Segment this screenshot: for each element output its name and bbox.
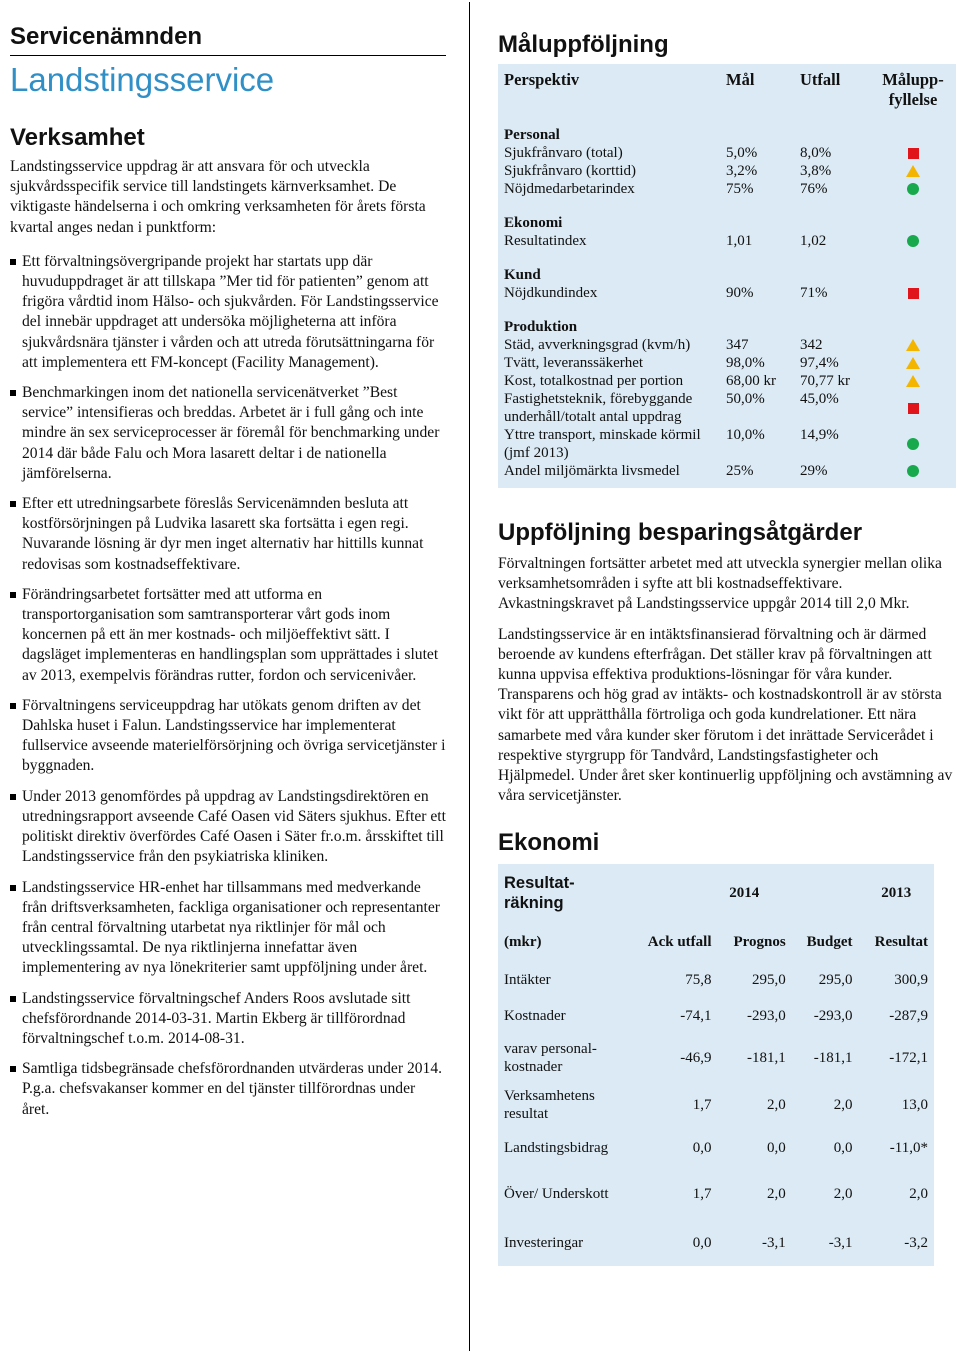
goal-outcome: 76% xyxy=(800,181,828,197)
table-row xyxy=(498,1082,934,1128)
goal-outcome: 29% xyxy=(800,463,828,479)
besparing-paragraph: Landstingsservice är en intäktsfinansierad förvaltning och är därmed beroende av kundens efterfrågan. Det ställer krav på förvaltningen att kunna uppvisa effektiva produktions-lösningar för våra kunder. Transparens och hög grad av intäkts- och kostnadskontroll är av största vikt för att upprätthålla förtroliga och goda kundrelationer. Ett nära samarbete med våra kunder sker förutom i det inrättade Servicerådet i respektive styrgrupp för Tandvård, Landstingsfastigheter och Hjälpmedel. Under året sker kontinuerlig uppföljning och avstämning av våra servicetjänster. xyxy=(498,625,953,805)
verksamhet-intro: Landstingsservice uppdrag är att ansvara för och utveckla sjukvårdsspecifik service till landstingets kärnverksamhet. De viktigaste händelserna i och omkring verksamheten för årets första kvartal anges nedan i punktform: xyxy=(10,158,426,236)
list-item xyxy=(10,1059,446,1120)
list-item xyxy=(10,787,446,868)
goal-target: 1,01 xyxy=(726,233,753,249)
table-cell: -11,0* xyxy=(889,1139,928,1156)
table-cell: -46,9 xyxy=(680,1049,712,1066)
bullet-text: Benchmarkingen inom det nationella servicenätverket ”Best service” intensifieras och breddas. Arbetet är i full gång och inte mindre än sex serviceprocesser är föremål för benchmarking under 2014 där både Falu och Mora lasarett deltar i de nationella jämförelserna. xyxy=(22,384,440,482)
square-bullet-icon xyxy=(10,1066,16,1072)
table-cell: 1,7 xyxy=(692,1096,712,1113)
yellow-triangle-icon xyxy=(906,357,920,369)
table-cell: -293,0 xyxy=(746,1007,786,1024)
economy-table-box xyxy=(498,864,934,1266)
table-cell: 2,0 xyxy=(766,1185,786,1202)
goal-row xyxy=(504,162,950,180)
header-maluppfyllelse: Målupp-fyllelse xyxy=(882,70,944,109)
goal-label: Yttre transport, minskade körmil (jmf 2013) xyxy=(504,427,701,461)
table-cell: 0,0 xyxy=(692,1234,712,1251)
square-bullet-icon xyxy=(10,501,16,507)
table-cell: 75,8 xyxy=(685,971,712,988)
green-circle-icon xyxy=(907,235,919,247)
square-bullet-icon xyxy=(10,592,16,598)
goal-row xyxy=(504,390,950,426)
goal-label: Sjukfrånvaro (total) xyxy=(504,145,623,161)
row-label: Över/ Underskott xyxy=(504,1186,609,1203)
goal-row xyxy=(504,144,950,162)
table-cell: 2,0 xyxy=(833,1185,853,1202)
year-2014: 2014 xyxy=(729,884,760,901)
bullet-text: Efter ett utredningsarbete föreslås Servicenämnden besluta att kostförsörjningen på Ludvika lasarett ska fortsätta i egen regi. Nuvarande lösning är dyr men inget alternativ har hittills kunnat redovisas som kostnadseffektivare. xyxy=(22,495,424,573)
table-cell: 2,0 xyxy=(909,1185,928,1202)
goal-group-title: Personal xyxy=(504,127,560,143)
header-perspektiv: Perspektiv xyxy=(504,70,580,89)
economy-table-title: Resultat-räkning xyxy=(504,874,575,913)
goal-outcome: 97,4% xyxy=(800,355,839,371)
square-bullet-icon xyxy=(10,885,16,891)
table-cell: 0,0 xyxy=(833,1139,853,1156)
row-label: Investeringar xyxy=(504,1235,584,1252)
row-label: varav personal-kostnader xyxy=(504,1041,597,1076)
square-bullet-icon xyxy=(10,259,16,265)
goal-row xyxy=(504,180,950,198)
table-cell: -181,1 xyxy=(746,1049,786,1066)
goal-row xyxy=(504,336,950,354)
list-item xyxy=(10,696,446,777)
goal-table xyxy=(498,64,956,488)
goal-label: Tvätt, leveranssäkerhet xyxy=(504,355,644,371)
goal-target: 75% xyxy=(726,181,754,197)
table-cell: 13,0 xyxy=(901,1096,928,1113)
list-item xyxy=(10,585,446,686)
goal-status xyxy=(876,162,950,180)
goal-outcome: 8,0% xyxy=(800,145,832,161)
section-title-ekonomi: Ekonomi xyxy=(498,829,600,857)
list-item xyxy=(10,989,446,1050)
goal-status xyxy=(876,232,950,250)
square-bullet-icon xyxy=(10,794,16,800)
goal-status xyxy=(876,390,950,426)
goal-target: 68,00 kr xyxy=(726,373,776,389)
goal-row xyxy=(504,462,950,480)
yellow-triangle-icon xyxy=(906,339,920,351)
unit-title: Landstingsservice xyxy=(10,61,275,98)
goal-group-title: Produktion xyxy=(504,319,578,335)
economy-table xyxy=(498,864,934,1266)
goal-label: Fastighetsteknik, förebyggande underhåll/totalt antal uppdrag xyxy=(504,391,693,425)
goal-group-title: Kund xyxy=(504,267,541,283)
goal-status xyxy=(876,426,950,462)
bullet-text: Förändringsarbetet fortsätter med att utforma en transportorganisation som samtransporterar vårt gods inom koncernen på ett än mer kostnads- och miljöeffektivt sätt. I dagsläget implementeras en handlingsplan som upprättades i slutet av 2013, exempelvis förändras rutter, fordon och servicenivåer. xyxy=(22,585,439,684)
col-resultat: Resultat xyxy=(874,933,928,950)
section-title-besparing: Uppföljning besparingsåtgärder xyxy=(498,519,863,546)
square-bullet-icon xyxy=(10,390,16,396)
goal-status xyxy=(876,354,950,372)
event-bullet-list xyxy=(10,252,446,1120)
table-cell: -172,1 xyxy=(889,1049,928,1066)
goal-outcome: 14,9% xyxy=(800,427,839,443)
table-cell: 0,0 xyxy=(766,1139,786,1156)
goal-target: 10,0% xyxy=(726,427,765,443)
yellow-triangle-icon xyxy=(906,375,920,387)
yellow-triangle-icon xyxy=(906,165,920,177)
goal-group xyxy=(498,318,956,480)
green-circle-icon xyxy=(907,465,919,477)
table-cell: -293,0 xyxy=(813,1007,853,1024)
col-ack-utfall: Ack utfall xyxy=(647,933,712,950)
col-prognos: Prognos xyxy=(733,933,786,950)
goal-target: 5,0% xyxy=(726,145,758,161)
goal-outcome: 71% xyxy=(800,285,828,301)
table-cell: -74,1 xyxy=(680,1007,712,1024)
col-budget: Budget xyxy=(806,933,853,950)
table-cell: -181,1 xyxy=(813,1049,853,1066)
table-cell: 300,9 xyxy=(894,971,928,988)
bullet-text: Under 2013 genomfördes på uppdrag av Landstingsdirektören en utredningsrapport avseende Café Oasen vid Säters sjukhus. Efter ett politiskt direktiv överfördes Café Oasen i Säter fr.o.m. årsskiftet till Landstingsservice från den psykiatriska kliniken. xyxy=(22,787,446,866)
row-label: Intäkter xyxy=(504,972,551,989)
goal-row xyxy=(504,354,950,372)
bullet-text: Ett förvaltningsövergripande projekt har startats upp där huvuduppdraget är att tillskapa ”Mer tid för patienten” genom att frigöra vårdtid inom Hälso- och sjukvården. För Landstingsservice del innebär uppdraget att undersöka möjligheterna att införa sjukvårdsnära tjänster i vården och att utreda förutsättningarna för att implementera ett FM-koncept (Facility Management). xyxy=(22,252,439,371)
list-item xyxy=(10,878,446,979)
goal-outcome: 70,77 kr xyxy=(800,373,850,389)
table-row xyxy=(498,998,934,1034)
column-divider xyxy=(469,2,470,1351)
table-cell: 1,7 xyxy=(692,1185,712,1202)
goal-target: 347 xyxy=(726,337,749,353)
table-cell: -3,1 xyxy=(761,1234,786,1251)
square-bullet-icon xyxy=(10,703,16,709)
goal-status xyxy=(876,144,950,162)
goal-label: Kost, totalkostnad per portion xyxy=(504,373,684,389)
goal-label: Resultatindex xyxy=(504,233,587,249)
red-square-icon xyxy=(908,148,919,159)
goal-status xyxy=(876,284,950,302)
goal-row xyxy=(504,426,950,462)
table-row xyxy=(498,1220,934,1266)
goal-label: Nöjdkundindex xyxy=(504,285,598,301)
bullet-text: Landstingsservice förvaltningschef Anders Roos avslutade sitt chefsförordnande 2014-03-31. Martin Ekberg är tillförordnad förvaltningschef t.o.m. 2014-08-31. xyxy=(22,989,411,1047)
economy-column-row xyxy=(498,922,934,962)
table-row xyxy=(498,1168,934,1220)
bullet-text: Samtliga tidsbegränsade chefsförordnanden utvärderas under 2014. P.g.a. chefsvakanser kommer en del tjänster tillförordnas under året. xyxy=(22,1060,443,1118)
right-column xyxy=(498,30,956,1266)
row-label: Verksamhetens resultat xyxy=(504,1088,595,1123)
red-square-icon xyxy=(908,403,919,414)
goal-label: Nöjdmedarbetarindex xyxy=(504,181,635,197)
left-column xyxy=(10,22,446,1130)
goal-label: Andel miljömärkta livsmedel xyxy=(504,463,680,479)
goal-target: 3,2% xyxy=(726,163,758,179)
goal-group xyxy=(498,214,956,250)
bullet-text: Landstingsservice HR-enhet har tillsammans med medverkande från driftsverksamheten, fackliga organisationer och representanter från central förvaltning utarbetat nya riktlinjer för mål och utvecklingssamtal. De nya riktlinjerna innefattar även implementering av nya lönekriterier samt uppföljning under året. xyxy=(22,878,440,977)
table-cell: 0,0 xyxy=(692,1139,712,1156)
goal-outcome: 45,0% xyxy=(800,391,839,407)
goal-label: Sjukfrånvaro (korttid) xyxy=(504,163,637,179)
title-rule xyxy=(10,55,446,56)
section-title-verksamhet: Verksamhet xyxy=(10,124,145,151)
red-square-icon xyxy=(908,288,919,299)
table-cell: -3,1 xyxy=(828,1234,853,1251)
org-title: Servicenämnden xyxy=(10,23,203,50)
table-row xyxy=(498,1128,934,1168)
table-cell: -3,2 xyxy=(904,1234,928,1251)
goal-group xyxy=(498,126,956,198)
row-label: Landstingsbidrag xyxy=(504,1140,609,1157)
list-item xyxy=(10,383,446,484)
section-title-maluppfoljning: Måluppföljning xyxy=(498,31,669,58)
economy-year-row xyxy=(498,864,934,922)
goal-target: 90% xyxy=(726,285,754,301)
goal-outcome: 342 xyxy=(800,337,823,353)
table-row xyxy=(498,1034,934,1082)
table-cell: 2,0 xyxy=(833,1096,853,1113)
goal-row xyxy=(504,232,950,250)
goal-group-title: Ekonomi xyxy=(504,215,563,231)
unit-label: (mkr) xyxy=(504,933,542,950)
economy-table-body xyxy=(498,962,934,1266)
year-2013: 2013 xyxy=(881,884,912,901)
besparing-paragraph: Förvaltningen fortsätter arbetet med att utveckla synergier mellan olika verksamhetsområden i syfte att bli kostnadseffektivare. Avkastningskravet på Landstingsservice uppgår 2014 till 2,0 Mkr. xyxy=(498,555,942,613)
table-cell: 295,0 xyxy=(751,971,786,988)
green-circle-icon xyxy=(907,438,919,450)
goal-label: Städ, avverkningsgrad (kvm/h) xyxy=(504,337,691,353)
list-item xyxy=(10,494,446,575)
goal-status xyxy=(876,336,950,354)
goal-target: 98,0% xyxy=(726,355,765,371)
row-label: Kostnader xyxy=(504,1008,566,1025)
goal-groups xyxy=(498,126,956,480)
table-row xyxy=(498,962,934,998)
table-cell: -287,9 xyxy=(889,1007,928,1024)
square-bullet-icon xyxy=(10,996,16,1002)
goal-outcome: 1,02 xyxy=(800,233,827,249)
goal-status xyxy=(876,180,950,198)
header-mal: Mål xyxy=(726,70,755,89)
header-utfall: Utfall xyxy=(800,70,841,89)
goal-table-header xyxy=(498,70,956,110)
goal-row xyxy=(504,372,950,390)
goal-group xyxy=(498,266,956,302)
green-circle-icon xyxy=(907,183,919,195)
goal-status xyxy=(876,372,950,390)
goal-target: 50,0% xyxy=(726,391,765,407)
goal-target: 25% xyxy=(726,463,754,479)
goal-outcome: 3,8% xyxy=(800,163,832,179)
bullet-text: Förvaltningens serviceuppdrag har utökats genom driften av det Dahlska huset i Falun. Landstingsservice har implementerat fullservice avseende materielförsörjning och övriga servicetjänster i byggnaden. xyxy=(22,696,446,775)
table-cell: 2,0 xyxy=(766,1096,786,1113)
list-item xyxy=(10,252,446,373)
goal-row xyxy=(504,284,950,302)
goal-status xyxy=(876,462,950,480)
table-cell: 295,0 xyxy=(818,971,853,988)
